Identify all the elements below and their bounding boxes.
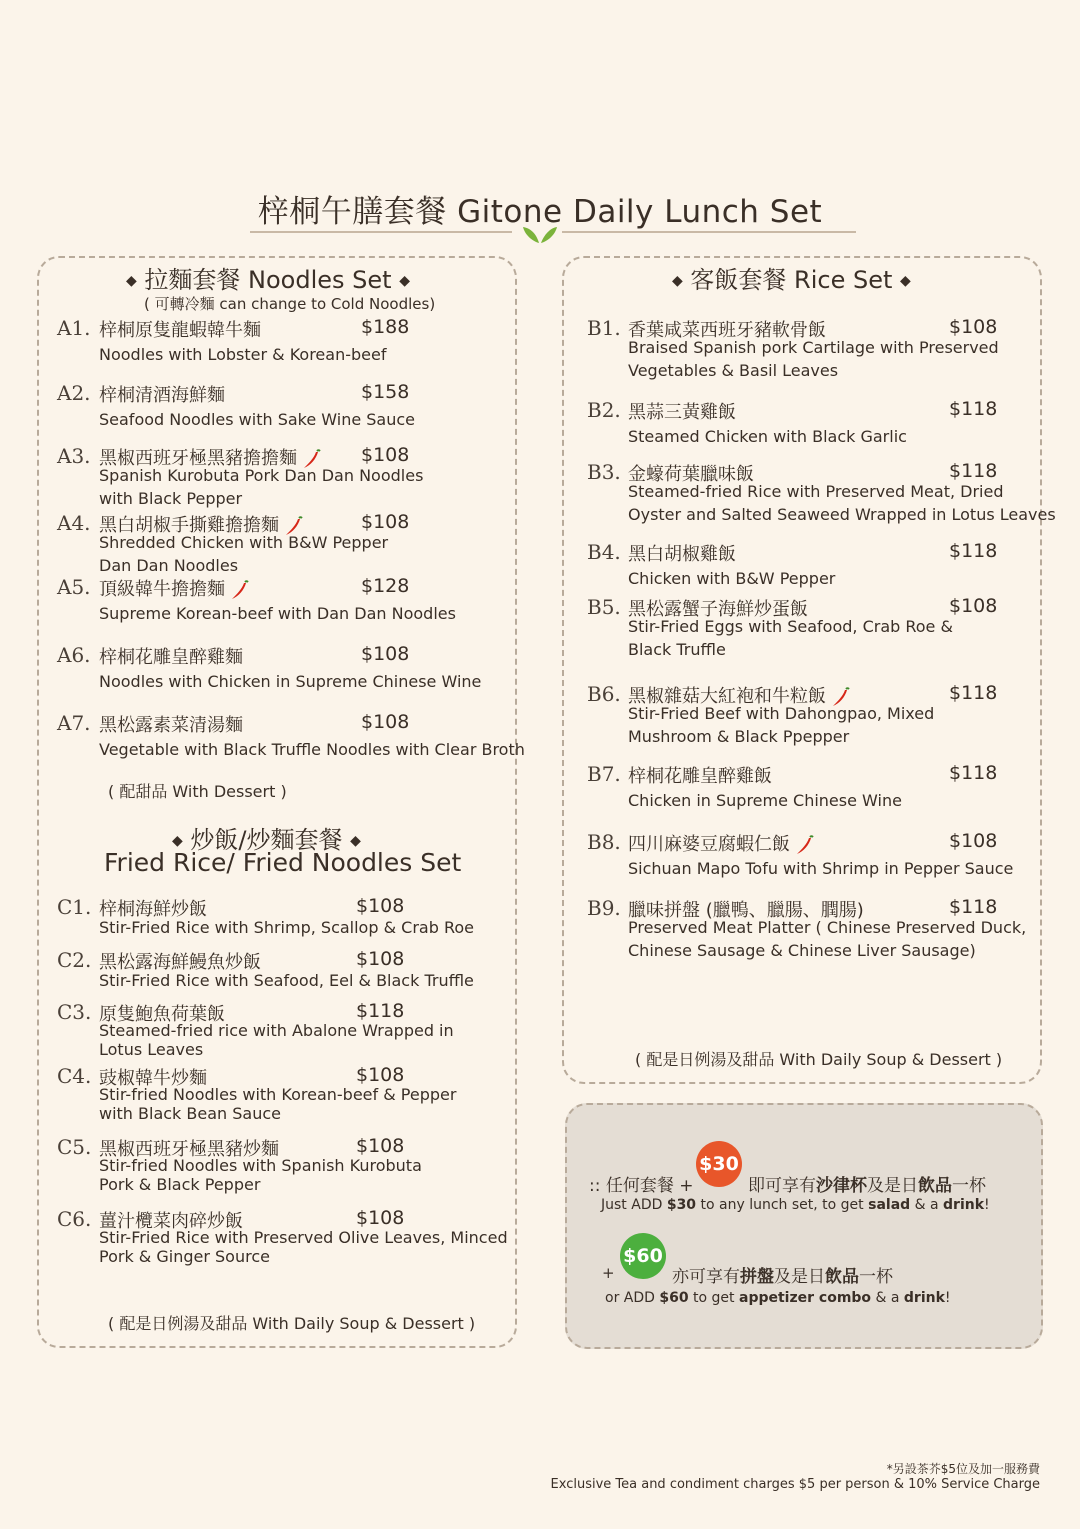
item-name-zh-text: 四川麻婆豆腐蝦仁飯 (628, 834, 790, 855)
item-name-zh-text: 梓桐原隻龍蝦韓牛麵 (99, 320, 261, 341)
item-price: $128 (361, 575, 410, 597)
item-description: Stir-Fried Rice with Preserved Olive Leaves, Minced (99, 1228, 508, 1247)
rice-item (587, 398, 1037, 458)
item-code: B7. (587, 762, 621, 786)
item-description: Steamed Chicken with Black Garlic (628, 427, 907, 446)
item-description: Spanish Kurobuta Pork Dan Dan Noodles (99, 466, 424, 485)
item-price: $108 (361, 511, 410, 533)
addon-bold: 拼盤 (740, 1267, 774, 1287)
item-description: Supreme Korean-beef with Dan Dan Noodles (99, 604, 456, 623)
fried-item (57, 1064, 507, 1124)
addon-bold: 沙律杯 (816, 1176, 867, 1196)
addon-text: Just ADD (601, 1197, 667, 1213)
item-description: Stir-Fried Beef with Dahongpao, Mixed (628, 704, 935, 723)
item-code: A5. (57, 575, 91, 599)
item-price: $108 (356, 1207, 405, 1229)
addon-text: & a (871, 1290, 904, 1306)
item-price: $118 (949, 540, 998, 562)
diamond-icon: ◆ (350, 833, 361, 849)
fried-item (57, 1135, 507, 1195)
item-price: $158 (361, 381, 410, 403)
item-price: $108 (949, 316, 998, 338)
item-price: $188 (361, 316, 410, 338)
item-name-zh-text: 梓桐清酒海鮮麵 (99, 385, 225, 406)
item-name-zh-text: 頂級韓牛擔擔麵 (99, 579, 225, 600)
diamond-icon: ◆ (172, 833, 183, 849)
item-code: B3. (587, 460, 621, 484)
item-price: $118 (949, 896, 998, 918)
item-description: Seafood Noodles with Sake Wine Sauce (99, 410, 416, 429)
addon-text: 及是日 (774, 1267, 825, 1287)
item-name-zh-text: 黑蒜三黃雞飯 (628, 402, 736, 423)
item-code: C3. (57, 1000, 92, 1024)
item-description: Steamed-fried rice with Abalone Wrapped in (99, 1021, 454, 1040)
footer-note-en: Exclusive Tea and condiment charges $5 per person & 10% Service Charge (550, 1477, 1040, 1492)
item-description: Lotus Leaves (99, 1040, 204, 1059)
rice-item (587, 540, 1037, 600)
item-code: A6. (57, 643, 91, 667)
rice-soup-note: ( 配是日例湯及甜品 With Daily Soup & Dessert ) (635, 1050, 1003, 1069)
item-price: $118 (356, 1000, 405, 1022)
addon-bold: salad (868, 1197, 911, 1213)
diamond-icon: ◆ (672, 273, 683, 289)
item-price: $108 (949, 595, 998, 617)
item-description: Oyster and Salted Seaweed Wrapped in Lotus Leaves (628, 505, 1056, 524)
item-name-zh-text: 香葉咸菜西班牙豬軟骨飯 (628, 320, 826, 341)
item-description: Shredded Chicken with B&W Pepper (99, 533, 389, 552)
footer-note-zh: *另設茶芥$5位及加一服務費 (886, 1462, 1040, 1476)
fried-item (57, 1207, 507, 1267)
addon-text: or ADD (605, 1290, 660, 1306)
item-code: C1. (57, 895, 92, 919)
item-price: $108 (356, 948, 405, 970)
addon-text: to get (688, 1290, 739, 1306)
title-rule-right (562, 231, 856, 233)
chili-icon (231, 580, 249, 600)
item-description: Pork & Ginger Source (99, 1247, 270, 1266)
rice-item (587, 830, 1037, 890)
item-description: with Black Bean Sauce (99, 1104, 281, 1123)
rice-item (587, 896, 1037, 960)
item-code: B4. (587, 540, 621, 564)
item-name-zh (628, 762, 772, 788)
item-name-zh (99, 575, 249, 601)
addon-text: 一杯 (952, 1176, 986, 1196)
addon-line2-en (605, 1290, 951, 1306)
addon-bold: $60 (659, 1290, 689, 1306)
addon-bold: $30 (666, 1197, 697, 1213)
item-code: A3. (57, 444, 91, 468)
item-code: A1. (57, 316, 91, 340)
addon-line1-text (748, 1171, 986, 1196)
diamond-icon: ◆ (399, 273, 411, 289)
noodles-item (57, 444, 507, 508)
price-badge-60: $60 (620, 1233, 666, 1279)
item-name-zh-text: 黑白胡椒雞飯 (628, 544, 736, 565)
item-price: $108 (356, 1135, 405, 1157)
item-description: Preserved Meat Platter ( Chinese Preserved Duck, (628, 918, 1027, 937)
item-description: Vegetables & Basil Leaves (628, 361, 839, 380)
item-code: A7. (57, 711, 91, 735)
fried-item (57, 948, 507, 1008)
item-description: Steamed-fried Rice with Preserved Meat, Dried (628, 482, 1004, 501)
noodles-heading (126, 260, 410, 295)
item-name-zh-text: 黑松露素菜清湯麵 (99, 715, 243, 736)
rice-item (587, 595, 1037, 659)
rice-item (587, 762, 1037, 822)
rice-heading-text: 客飯套餐 Rice Set (690, 266, 893, 294)
item-description: Braised Spanish pork Cartilage with Preserved (628, 338, 999, 357)
diamond-icon: ◆ (126, 273, 137, 289)
item-price: $108 (361, 643, 410, 665)
fried-item (57, 895, 507, 955)
addon-text: ! (944, 1290, 951, 1306)
page-title: 梓桐午膳套餐 Gitone Daily Lunch Set (257, 194, 823, 230)
item-name-zh-text: 梓桐花雕皇醉雞麵 (99, 647, 243, 668)
item-price: $108 (356, 895, 405, 917)
item-price: $108 (361, 444, 410, 466)
item-description: Vegetable with Black Truffle Noodles with Clear Broth (99, 740, 525, 759)
item-description: Stir-fried Noodles with Korean-beef & Pepper (99, 1085, 457, 1104)
item-price: $108 (356, 1064, 405, 1086)
item-description: Pork & Black Pepper (99, 1175, 261, 1194)
item-price: $118 (949, 762, 998, 784)
price-badge-30: $30 (696, 1141, 742, 1187)
item-description: Stir-Fried Rice with Seafood, Eel & Black Truffle (99, 971, 474, 990)
item-description: Stir-Fried Rice with Shrimp, Scallop & Crab Roe (99, 918, 474, 937)
item-description: Sichuan Mapo Tofu with Shrimp in Pepper Sauce (628, 859, 1014, 878)
addon-text: 一杯 (859, 1267, 893, 1287)
noodles-heading-text: 拉麵套餐 Noodles Set (144, 266, 392, 294)
item-code: B9. (587, 896, 621, 920)
item-name-zh-text: 原隻鮑魚荷葉飯 (99, 1004, 225, 1025)
dessert-note: ( 配甜品 With Dessert ) (108, 782, 287, 801)
fried-heading-zh: 炒飯/炒麵套餐 (190, 826, 343, 854)
item-price: $118 (949, 460, 998, 482)
noodles-item (57, 575, 507, 635)
item-description: Stir-Fried Eggs with Seafood, Crab Roe & (628, 617, 953, 636)
item-name-zh-text: 金蠔荷葉臘味飯 (628, 464, 754, 485)
item-name-zh (99, 711, 243, 737)
noodles-item (57, 316, 507, 376)
rice-item (587, 682, 1037, 746)
item-code: A4. (57, 511, 91, 535)
item-code: C6. (57, 1207, 92, 1231)
addon-bold: drink (903, 1290, 945, 1306)
item-description: Chicken with B&W Pepper (628, 569, 836, 588)
item-code: C5. (57, 1135, 92, 1159)
addon-bold: 飲品 (918, 1176, 952, 1196)
noodles-item (57, 643, 507, 703)
item-description: Mushroom & Black Ppepper (628, 727, 850, 746)
noodles-item (57, 711, 525, 771)
item-description: Stir-fried Noodles with Spanish Kurobuta (99, 1156, 422, 1175)
item-name-zh (628, 830, 814, 856)
item-code: B8. (587, 830, 621, 854)
item-description: Noodles with Lobster & Korean-beef (99, 345, 387, 364)
addon-panel (565, 1103, 1043, 1349)
item-description: Noodles with Chicken in Supreme Chinese Wine (99, 672, 482, 691)
chili-icon (796, 835, 814, 855)
item-code: C2. (57, 948, 92, 972)
addon-text: 亦可享有 (672, 1267, 740, 1287)
item-price: $108 (949, 830, 998, 852)
item-code: C4. (57, 1064, 92, 1088)
addon-line2-prefix: + (602, 1264, 615, 1282)
fried-heading-en: Fried Rice/ Fried Noodles Set (104, 848, 462, 877)
addon-text: 及是日 (867, 1176, 918, 1196)
fried-soup-note: ( 配是日例湯及甜品 With Daily Soup & Dessert ) (108, 1314, 476, 1333)
cold-noodles-note: ( 可轉冷麵 can change to Cold Noodles) (144, 295, 436, 313)
addon-text: & a (910, 1197, 944, 1213)
item-name-zh-text: 黑松露海鮮鰻魚炒飯 (99, 952, 261, 973)
noodles-item (57, 511, 507, 575)
addon-text: to any lunch set, to get (696, 1197, 869, 1213)
item-name-zh-text: 梓桐海鮮炒飯 (99, 899, 207, 920)
item-name-zh (99, 381, 225, 407)
item-name-zh-text: 臘味拼盤 (臘鴨、臘腸、膶腸) (628, 900, 864, 921)
addon-bold: drink (943, 1197, 985, 1213)
rice-heading (672, 260, 911, 295)
addon-line1-prefix: :: 任何套餐 + (589, 1176, 694, 1196)
rice-item (587, 316, 1037, 380)
addon-line2-text (672, 1262, 893, 1287)
item-description: with Black Pepper (99, 489, 243, 508)
item-description: Chinese Sausage & Chinese Liver Sausage) (628, 941, 976, 960)
item-price: $118 (949, 398, 998, 420)
item-name-zh (628, 398, 736, 424)
item-code: B5. (587, 595, 621, 619)
item-description: Chicken in Supreme Chinese Wine (628, 791, 902, 810)
item-name-zh-text: 黑白胡椒手撕雞擔擔麵 (99, 515, 279, 536)
item-description: Black Truffle (628, 640, 726, 659)
item-name-zh-text: 薑汁欖菜肉碎炒飯 (99, 1211, 243, 1232)
item-name-zh (99, 643, 243, 669)
item-name-zh (99, 316, 261, 342)
item-name-zh-text: 黑椒西班牙極黑豬擔擔麵 (99, 448, 297, 469)
addon-bold: 飲品 (825, 1267, 859, 1287)
rice-item (587, 460, 1056, 524)
diamond-icon: ◆ (900, 273, 911, 289)
addon-line1-en (601, 1197, 990, 1213)
item-name-zh-text: 黑椒西班牙極黑豬炒麵 (99, 1139, 279, 1160)
item-name-zh-text: 黑椒雜菇大紅袍和牛粒飯 (628, 686, 826, 707)
item-description: Dan Dan Noodles (99, 556, 239, 575)
item-code: A2. (57, 381, 91, 405)
item-code: B6. (587, 682, 621, 706)
item-price: $118 (949, 682, 998, 704)
noodles-item (57, 381, 507, 441)
item-name-zh-text: 豉椒韓牛炒麵 (99, 1068, 207, 1089)
item-code: B1. (587, 316, 621, 340)
fried-item (57, 1000, 507, 1060)
item-price: $108 (361, 711, 410, 733)
addon-bold: appetizer combo (739, 1290, 872, 1306)
title-rule-left (250, 231, 512, 233)
addon-text: ! (984, 1197, 990, 1213)
item-code: B2. (587, 398, 621, 422)
item-name-zh-text: 梓桐花雕皇醉雞飯 (628, 766, 772, 787)
addon-text: 即可享有 (748, 1176, 816, 1196)
leaf-icon (522, 223, 558, 245)
item-name-zh (628, 540, 736, 566)
item-name-zh-text: 黑松露蟹子海鮮炒蛋飯 (628, 599, 808, 620)
